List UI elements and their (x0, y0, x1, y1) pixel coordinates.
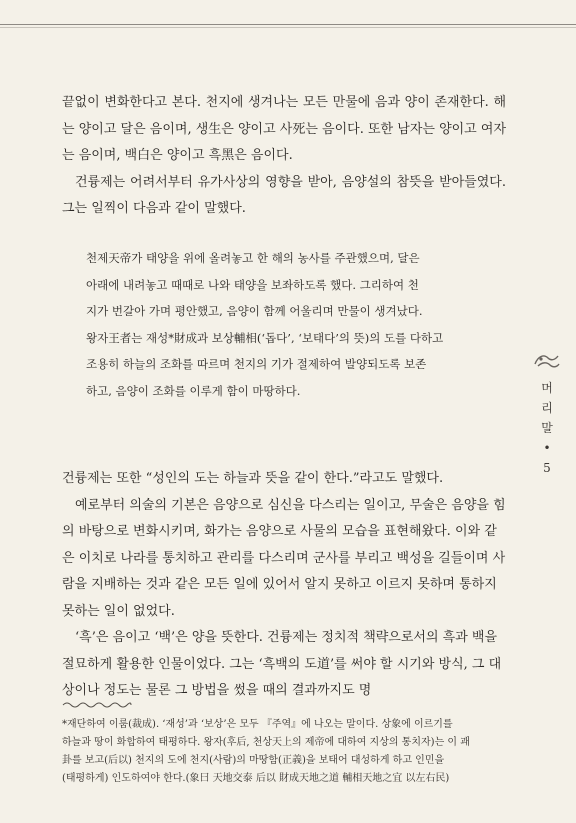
quote-line: 조용히 하늘의 조화를 따르며 천지의 기가 절제하여 발양되도록 보존 (86, 357, 427, 371)
quote-line: 천제天帝가 태양을 위에 올려놓고 한 해의 농사를 주관했으며, 달은 (86, 251, 420, 265)
paragraph-sage-way: 건륭제는 또한 “성인의 도는 하늘과 뜻을 같이 한다.”라고도 말했다. (62, 471, 444, 486)
running-head (536, 378, 558, 478)
page-number: 5 (543, 461, 551, 475)
running-head-char: 리 (541, 401, 553, 415)
paragraph-black-white: ‘흑’은 음이고 ‘백’은 양을 뜻한다. 건륭제는 정치적 책략으로서의 흑과 백을 절묘하게 활용한 인물이었다. 그는 ‘흑백의 도道’를 써야 할 시기와 방식, 그 대상이나 정도는 물론 그 방법을 썼을 때의 결과까지도 명 (62, 630, 502, 698)
block-quote (86, 245, 476, 404)
paragraph-medicine-martial: 예로부터 의술의 기본은 음양으로 심신을 다스리는 일이고, 무술은 음양을 힘의 바탕으로 변화시키며, 화가는 음양으로 사물의 모습을 표현해왔다. 이와 같은 이치로 나라를 통치하고 관리를 다스리며 군사를 부리고 백성을 길들이며 사람을 지배하는 것과 같은 모든 일에 있어서 알지 못하고 이르지 못하며 통하지 못하는 일이 없었다. (62, 497, 506, 619)
footnote (62, 716, 512, 788)
footnote-line: (태평하게) 인도하여야 한다.(象曰 天地交泰 后以 財成天地之道 輔相天地之宜 以左右民) (62, 773, 450, 784)
top-border-rule-inner (0, 27, 576, 28)
footnote-line: 卦를 보고(后以) 천지의 도에 천지(사람)의 마땅함(正義)을 보태어 대성하게 하고 인민을 (62, 755, 445, 766)
paragraph-qianlong-intro: 건륭제는 어려서부터 유가사상의 영향을 받아, 음양설의 참뜻을 받아들였다. 그는 일찍이 다음과 같이 말했다. (62, 174, 506, 216)
running-head-char: 말 (541, 421, 553, 435)
top-border-rule (0, 24, 576, 25)
quote-line: 아래에 내려놓고 때때로 나와 태양을 보좌하도록 했다. 그리하여 천 (86, 277, 419, 292)
running-head-bullet: • (543, 441, 551, 455)
quote-line: 지가 번갈아 가며 평안했고, 음양이 함께 어울리며 만물이 생겨났다. (86, 304, 423, 318)
footnote-line: *재단하여 이룸(裁成). ‘재성’과 ‘보상’은 모두 『주역』에 나오는 말이다. 상象에 이르기를 (62, 719, 453, 730)
quote-line: 왕자王者는 재성*財成과 보상輔相(‘돕다’, ‘보태다’의 뜻)의 도를 다하고 (86, 330, 444, 345)
footnote-line: 하늘과 땅이 화합하여 태평하다. 왕자(후后, 천상天上의 제帝에 대하여 지상의 통치자)는 이 괘 (62, 737, 470, 748)
dragon-ornament-icon (532, 350, 562, 372)
running-head-char: 머 (541, 381, 553, 395)
quote-line: 하고, 음양이 조화를 이루게 함이 마땅하다. (86, 383, 301, 398)
paragraph-yin-yang: 끝없이 변화한다고 본다. 천지에 생겨나는 모든 만물에 음과 양이 존재한다. 해는 양이고 달은 음이며, 생生은 양이고 사死는 음이다. 또한 남자는 양이고 여자는 음이며, 백白은 양이고 흑黑은 음이다. (62, 95, 506, 163)
body-text-intro (62, 90, 506, 223)
body-text-continued (62, 466, 506, 705)
footnote-divider-ornament-icon (62, 700, 132, 710)
